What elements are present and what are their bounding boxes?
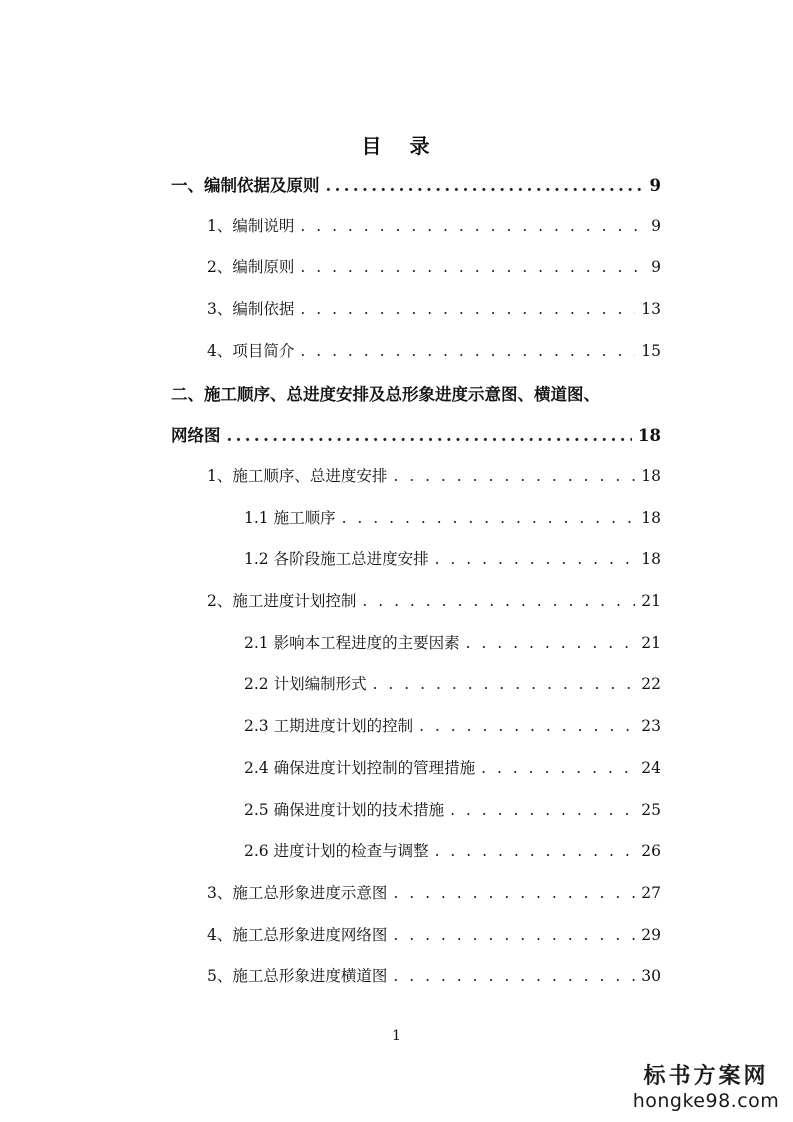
toc-entry[interactable] bbox=[207, 464, 661, 492]
toc-title-part1: 目 bbox=[361, 134, 384, 158]
toc-entry[interactable] bbox=[171, 422, 661, 450]
toc-entry-page: 18 bbox=[641, 508, 661, 527]
toc-entry-label: 2.2 计划编制形式 bbox=[244, 675, 367, 694]
toc-entry-label: 1.1 施工顺序 bbox=[244, 508, 336, 527]
toc-entry[interactable] bbox=[207, 964, 661, 992]
toc-leader-dots bbox=[393, 884, 635, 902]
toc-entry-page: 30 bbox=[641, 967, 661, 986]
toc-leader-dots bbox=[342, 509, 636, 527]
watermark-name: 标书方案网 bbox=[643, 1063, 769, 1089]
toc-entry-label: 2、编制原则 bbox=[207, 258, 295, 277]
toc-entry[interactable] bbox=[244, 631, 661, 659]
toc-entry-page: 18 bbox=[641, 550, 661, 569]
toc-entry[interactable] bbox=[244, 839, 661, 867]
toc-entry[interactable] bbox=[244, 798, 661, 826]
toc-entry[interactable] bbox=[207, 339, 661, 367]
toc-entry-page: 18 bbox=[641, 466, 661, 485]
toc-entry[interactable] bbox=[207, 297, 661, 325]
toc-entry-label: 3、施工总形象进度示意图 bbox=[207, 883, 388, 902]
toc-entry-page: 15 bbox=[641, 341, 661, 360]
toc-entry[interactable] bbox=[244, 714, 661, 742]
toc-leader-dots bbox=[362, 592, 635, 610]
toc-entry-label: 2、施工进度计划控制 bbox=[207, 592, 357, 610]
toc-leader-dots bbox=[373, 675, 636, 693]
toc-leader-dots bbox=[300, 217, 645, 235]
toc-title-part2: 录 bbox=[409, 134, 432, 158]
toc-entry-label: 3、编制依据 bbox=[207, 300, 295, 319]
watermark-url: hongke98.com bbox=[632, 1090, 780, 1112]
toc-leader-dots bbox=[393, 967, 635, 985]
toc-entry[interactable] bbox=[171, 172, 661, 200]
watermark-logo bbox=[631, 1059, 781, 1112]
toc-entry-page: 22 bbox=[641, 675, 661, 694]
toc-entry-page: 9 bbox=[649, 176, 661, 195]
toc-entry-label: 1、编制说明 bbox=[207, 216, 295, 235]
toc-leader-dots bbox=[393, 467, 635, 485]
toc-entry[interactable] bbox=[207, 255, 661, 283]
toc-entry-label: 2.1 影响本工程进度的主要因素 bbox=[244, 633, 460, 652]
toc-entry-label: 5、施工总形象进度横道图 bbox=[207, 967, 388, 986]
toc-entry[interactable] bbox=[207, 923, 661, 951]
page-number: 1 bbox=[392, 1028, 401, 1044]
toc-entry-label: 2.6 进度计划的检查与调整 bbox=[244, 842, 429, 861]
toc-entry-page: 9 bbox=[651, 258, 661, 277]
toc-entry-label: 网络图 bbox=[171, 426, 221, 446]
toc-entry-page: 9 bbox=[651, 216, 661, 235]
toc-entry-label: 2.3 工期进度计划的控制 bbox=[244, 717, 414, 736]
toc-leader-dots bbox=[300, 342, 635, 360]
toc-entry-label: 一、编制依据及原则 bbox=[171, 176, 320, 195]
toc-entry[interactable] bbox=[244, 547, 661, 575]
toc-entry-page: 29 bbox=[641, 925, 661, 944]
toc-entry-page: 27 bbox=[641, 883, 661, 902]
toc-entry-page: 13 bbox=[641, 300, 661, 319]
toc-entry-page: 21 bbox=[641, 592, 661, 610]
toc-entry[interactable] bbox=[207, 214, 661, 242]
toc-entry[interactable] bbox=[207, 881, 661, 909]
toc-entry-label: 1.2 各阶段施工总进度安排 bbox=[244, 550, 429, 569]
toc-entry-label: 1、施工顺序、总进度安排 bbox=[207, 466, 388, 485]
toc-leader-dots bbox=[326, 176, 644, 195]
toc-entry[interactable] bbox=[207, 589, 661, 617]
toc-leader-dots bbox=[393, 926, 635, 944]
toc-leader-dots bbox=[300, 258, 645, 276]
toc-leader-dots bbox=[450, 801, 635, 819]
toc-heading-line: 二、施工顺序、总进度安排及总形象进度示意图、横道图、 bbox=[171, 384, 600, 404]
toc-entry-label: 2.5 确保进度计划的技术措施 bbox=[244, 800, 445, 819]
toc-entry-page: 18 bbox=[638, 426, 661, 446]
toc-entry-label: 2.4 确保进度计划控制的管理措施 bbox=[244, 758, 476, 777]
toc-entry[interactable] bbox=[244, 506, 661, 534]
toc-entry[interactable] bbox=[244, 756, 661, 784]
toc-leader-dots bbox=[466, 634, 636, 652]
toc-leader-dots bbox=[419, 717, 635, 735]
toc-entry-page: 21 bbox=[641, 633, 661, 652]
toc-entry-page: 26 bbox=[641, 842, 661, 861]
toc-entry-page: 25 bbox=[641, 800, 661, 819]
toc-entry-page: 24 bbox=[641, 758, 661, 777]
toc-leader-dots bbox=[300, 300, 635, 318]
toc-leader-dots bbox=[435, 550, 636, 568]
toc-leader-dots bbox=[481, 759, 635, 777]
toc-leader-dots bbox=[435, 842, 636, 860]
toc-entry-label: 4、施工总形象进度网络图 bbox=[207, 925, 388, 944]
toc-entry-page: 23 bbox=[641, 717, 661, 736]
toc-entry[interactable] bbox=[244, 672, 661, 700]
toc-leader-dots bbox=[227, 426, 633, 445]
toc-entry-label: 4、项目简介 bbox=[207, 341, 295, 360]
